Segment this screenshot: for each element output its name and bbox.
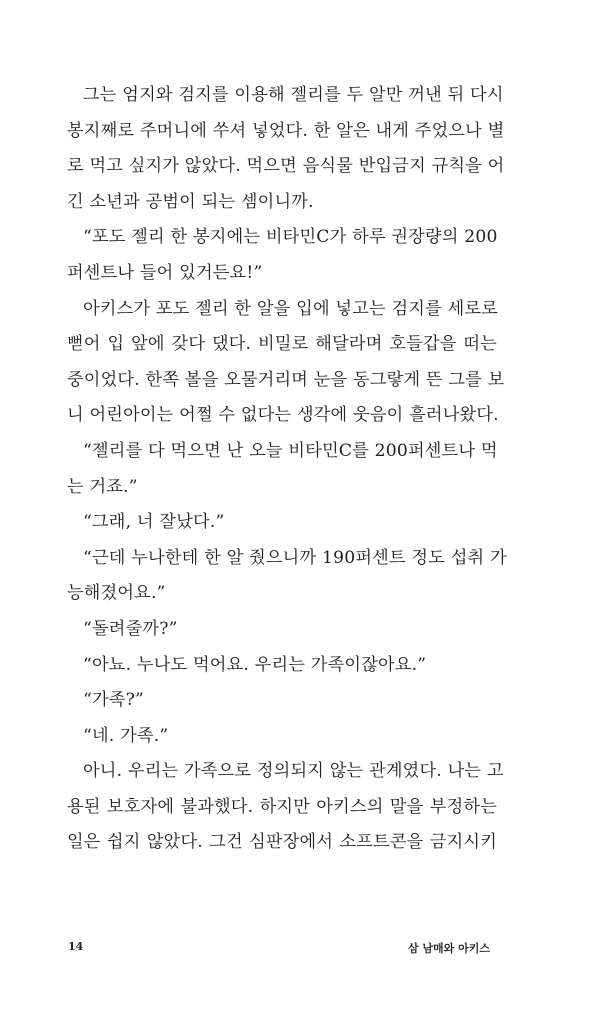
text-line: “그래, 너 잘났다.” <box>83 512 225 533</box>
text-line: “젤리를 다 먹으면 난 오늘 비타민C를 200퍼센트나 먹 <box>83 440 498 461</box>
page-number: 14 <box>68 940 84 953</box>
page-body <box>67 78 507 861</box>
text-line: 용된 보호자에 불과했다. 하지만 아키스의 말을 부정하는 <box>67 796 497 817</box>
text-line: 긴 소년과 공범이 되는 셈이니까. <box>67 191 314 212</box>
text-line: “포도 젤리 한 봉지에는 비타민C가 하루 권장량의 200 <box>83 227 498 248</box>
text-line: 아니. 우리는 가족으로 정의되지 않는 관계였다. 나는 고 <box>83 761 504 782</box>
text-line: 능해졌어요.” <box>67 583 166 604</box>
paragraph <box>67 683 497 719</box>
text-line: 그는 엄지와 검지를 이용해 젤리를 두 알만 꺼낸 뒤 다시 <box>83 85 504 105</box>
text-line: 봉지째로 주머니에 쑤셔 넣었다. 한 알은 내게 주었으나 별 <box>67 120 505 141</box>
paragraph <box>67 220 497 291</box>
text-line: “근데 누나한테 한 알 줬으니까 190퍼센트 정도 섭취 가 <box>83 547 507 568</box>
text-line: 일은 쉽지 않았다. 그건 심판장에서 소프트콘을 금지시키 <box>67 832 497 853</box>
text-line: “네. 가족.” <box>83 725 169 746</box>
text-line: “돌려줄까?” <box>83 618 178 639</box>
text-line: 아키스가 포도 젤리 한 알을 입에 넣고는 검지를 세로로 <box>83 298 498 319</box>
page-footer <box>68 940 490 960</box>
paragraph <box>67 541 507 612</box>
paragraph <box>67 78 505 220</box>
running-title: 삼 남매와 아키스 <box>407 942 490 955</box>
text-line: 뻗어 입 앞에 갖다 댔다. 비밀로 해달라며 호들갑을 떠는 <box>67 334 497 355</box>
text-line: 로 먹고 싶지가 않았다. 먹으면 음식물 반입금지 규칙을 어 <box>67 156 505 177</box>
paragraph <box>67 612 497 648</box>
text-line: “가족?” <box>83 690 144 711</box>
text-line: 는 거죠.” <box>67 476 138 497</box>
paragraph <box>67 648 497 684</box>
paragraph <box>67 719 497 755</box>
paragraph <box>67 754 504 861</box>
paragraph <box>67 434 497 505</box>
text-line: 퍼센트나 들어 있거든요!” <box>67 262 263 283</box>
text-line: “아뇨. 누나도 먹어요. 우리는 가족이잖아요.” <box>83 654 427 675</box>
text-line: 니 어린아이는 어쩔 수 없다는 생각에 웃음이 흘러나왔다. <box>67 405 499 426</box>
paragraph <box>67 292 505 434</box>
paragraph <box>67 505 497 541</box>
text-line: 중이었다. 한쪽 볼을 오물거리며 눈을 동그랗게 뜬 그를 보 <box>67 369 505 390</box>
